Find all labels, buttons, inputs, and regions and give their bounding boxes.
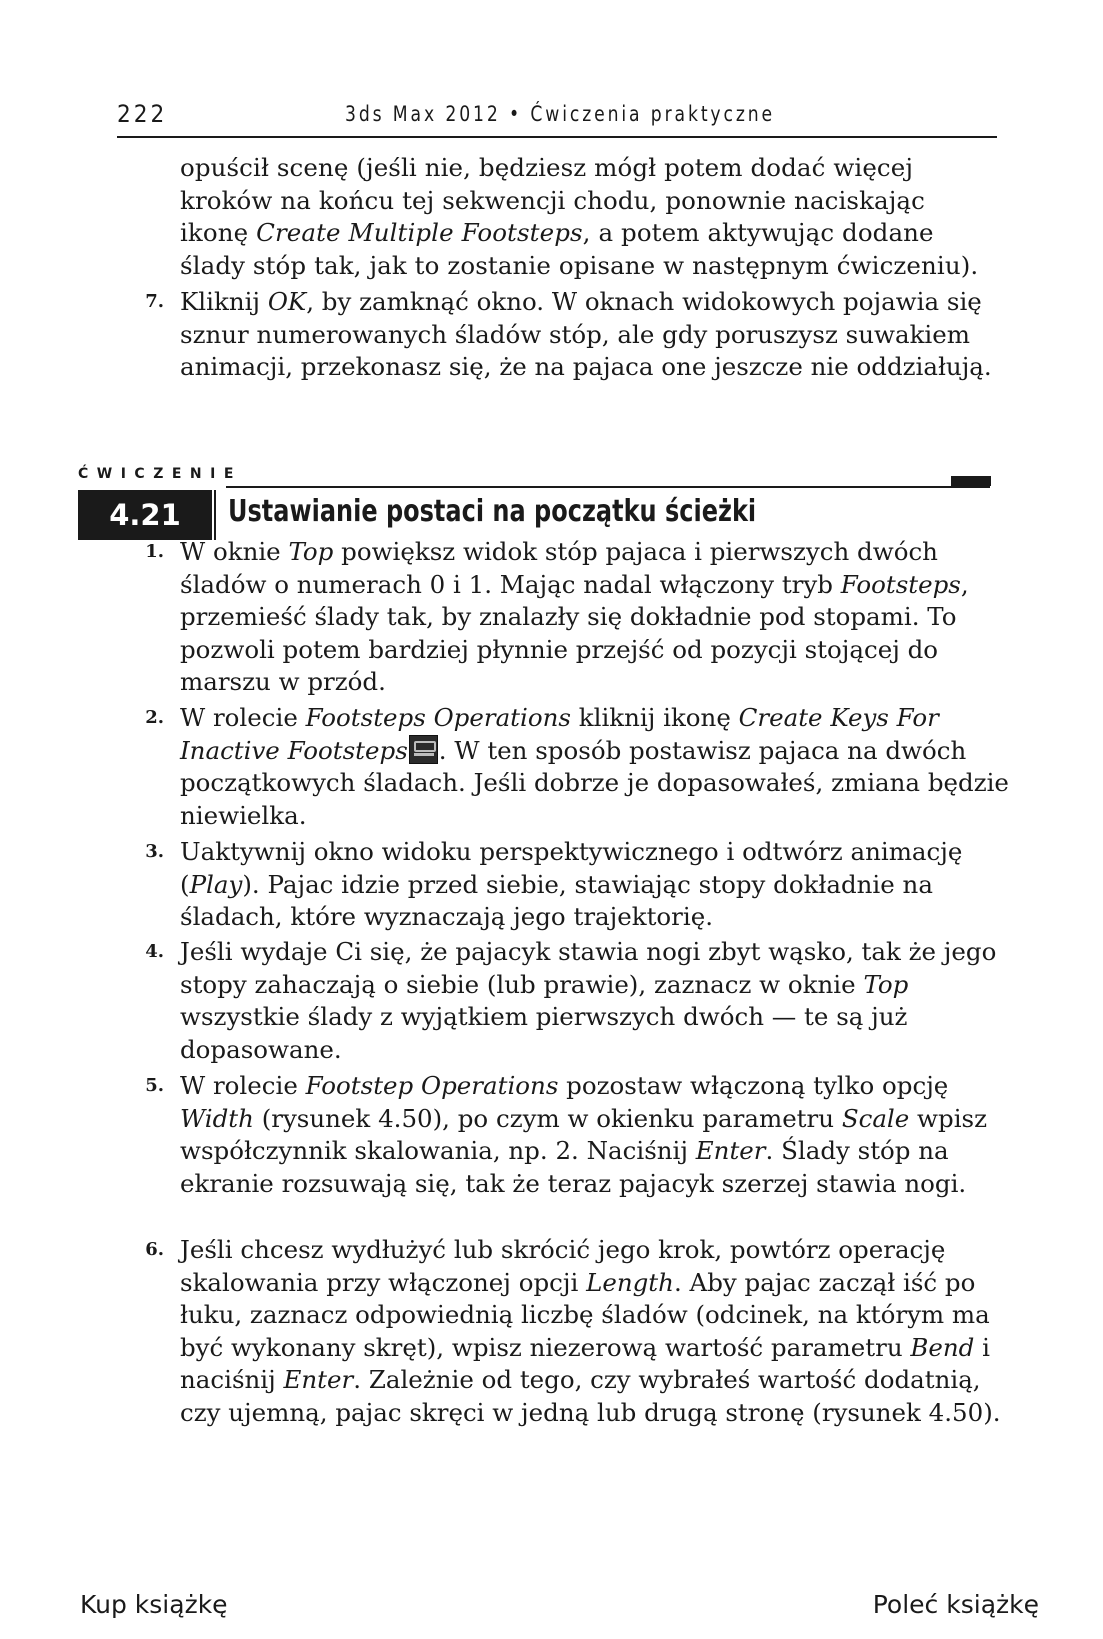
- item-number: 5.: [145, 1075, 164, 1096]
- item-text: [180, 836, 1010, 934]
- italic-term: Enter: [283, 1365, 354, 1394]
- italic-term: Enter: [695, 1136, 766, 1165]
- text-run: . W ten sposób postawisz pajaca na dwóch początkowych śladach. Jeśli dobrze je dopasowałeś, zmiana będzie niewielka.: [180, 735, 1009, 830]
- text-run: wpisz współczynnik skalowania, np. 2. Naciśnij: [180, 1103, 988, 1165]
- text-run: kliknij ikonę: [570, 703, 739, 732]
- text-run: Jeśli chcesz wydłużyć lub skrócić jego krok, powtórz operację skalowania przy włączonej opcji: [180, 1235, 946, 1297]
- italic-term: Create Multiple Footsteps: [256, 218, 583, 247]
- text-run: powiększ widok stóp pajaca i pierwszych dwóch śladów o numerach 0 i 1. Mając nadal włączony tryb: [180, 537, 938, 599]
- item-number: 3.: [145, 841, 164, 862]
- italic-term: Play: [189, 869, 243, 899]
- text-run: . Aby pajac zaczął iść po łuku, zaznacz odpowiednią liczbę śladów (odcinek, na którym ma być wykonany skręt), wpisz niezerową wartość parametru: [180, 1267, 990, 1362]
- text-run: Kliknij: [180, 287, 268, 316]
- text-run: (rysunek 4.50), po czym w okienku parametru: [253, 1103, 842, 1133]
- page-number: 222: [117, 100, 168, 128]
- text-run: W rolecie: [180, 703, 306, 732]
- buy-book-link[interactable]: Kup książkę: [80, 1590, 228, 1619]
- continuation-paragraph: [180, 152, 1000, 282]
- item-text: [180, 1234, 1010, 1429]
- item-number: 1.: [145, 541, 164, 562]
- item-text: [180, 1070, 1010, 1200]
- running-title: 3ds Max 2012 • Ćwiczenia praktyczne: [345, 102, 776, 126]
- italic-term: Length: [586, 1267, 674, 1297]
- text-line: ślady stóp tak, jak to zostanie opisane w następnym ćwiczeniu).: [180, 250, 979, 280]
- text-run: Jeśli wydaje Ci się, że pajacyk stawia nogi zbyt wąsko, tak że jego stopy zahaczają o siebie (lub prawie), zaznacz w oknie: [180, 937, 997, 999]
- text-run: ). Pajac idzie przed siebie, stawiając stopy dokładnie na śladach, które wyznaczają jego trajektorię.: [180, 869, 933, 931]
- item-number: 2.: [145, 707, 164, 728]
- italic-term: OK: [267, 287, 307, 316]
- item-text: [180, 536, 1010, 699]
- item-number: 6.: [145, 1239, 164, 1260]
- text-run: , a potem aktywując dodane: [582, 218, 934, 247]
- text-run: Uaktywnij okno widoku perspektywicznego i odtwórz animację (: [180, 837, 963, 899]
- exercise-divider: [214, 490, 216, 540]
- recommend-book-link[interactable]: Poleć książkę: [872, 1590, 1039, 1619]
- text-run: W rolecie: [180, 1071, 306, 1100]
- page-header: [117, 96, 997, 138]
- italic-term: Top: [288, 537, 334, 566]
- text-run: . Ślady stóp na ekranie rozsuwają się, tak że teraz pajacyk szerzej stawia nogi.: [180, 1136, 967, 1198]
- text-line: opuścił scenę (jeśli nie, będziesz mógł potem dodać więcej: [180, 153, 914, 182]
- exercise-title: Ustawianie postaci na początku ścieżki: [228, 494, 757, 529]
- item-number: 7.: [145, 291, 164, 312]
- item-text: [180, 286, 1010, 384]
- text-run: . Zależnie od tego, czy wybrałeś wartość dodatnią, czy ujemną, pajac skręci w jedną lub drugą stronę (rysunek 4.50).: [180, 1365, 1001, 1427]
- text-line: [180, 217, 1000, 250]
- text-run: , przemieść ślady tak, by znalazły się dokładnie pod stopami. To pozwoli potem bardziej płynnie przejść od pozycji stojącej do marszu w przód.: [180, 569, 969, 696]
- italic-term: Width: [180, 1103, 254, 1133]
- item-number: 4.: [145, 941, 164, 962]
- italic-term: Scale: [841, 1103, 910, 1133]
- italic-term: Footsteps Operations: [305, 703, 571, 732]
- exercise-label: ĆWICZENIE: [78, 466, 242, 482]
- italic-term: Create Keys For Inactive Footsteps: [180, 703, 939, 765]
- italic-term: Footsteps: [840, 569, 961, 599]
- text-run: pozostaw włączoną tylko opcję: [558, 1071, 949, 1100]
- italic-term: Top: [863, 969, 909, 999]
- italic-term: Bend: [910, 1332, 975, 1362]
- text-run: wszystkie ślady z wyjątkiem pierwszych dwóch — te są już dopasowane.: [180, 1002, 908, 1064]
- text-run: i naciśnij: [180, 1332, 990, 1394]
- text-run: ikonę: [180, 218, 257, 247]
- text-run: W oknie: [180, 537, 289, 566]
- exercise-rule: [226, 486, 990, 488]
- exercise-number: 4.21: [78, 490, 212, 540]
- text-run: , by zamknąć okno. W oknach widokowych pojawia się sznur numerowanych śladów stóp, ale gdy poruszysz suwakiem animacji, przekonasz się, że na pajaca one jeszcze nie oddziałują.: [180, 287, 992, 381]
- item-text: [180, 936, 1010, 1066]
- text-line: kroków na końcu tej sekwencji chodu, ponownie naciskając: [180, 185, 925, 215]
- exercise-marker: [951, 476, 991, 486]
- create-keys-for-inactive-footsteps-icon: [409, 735, 438, 764]
- item-text: [180, 702, 1010, 832]
- italic-term: Footstep Operations: [305, 1071, 559, 1100]
